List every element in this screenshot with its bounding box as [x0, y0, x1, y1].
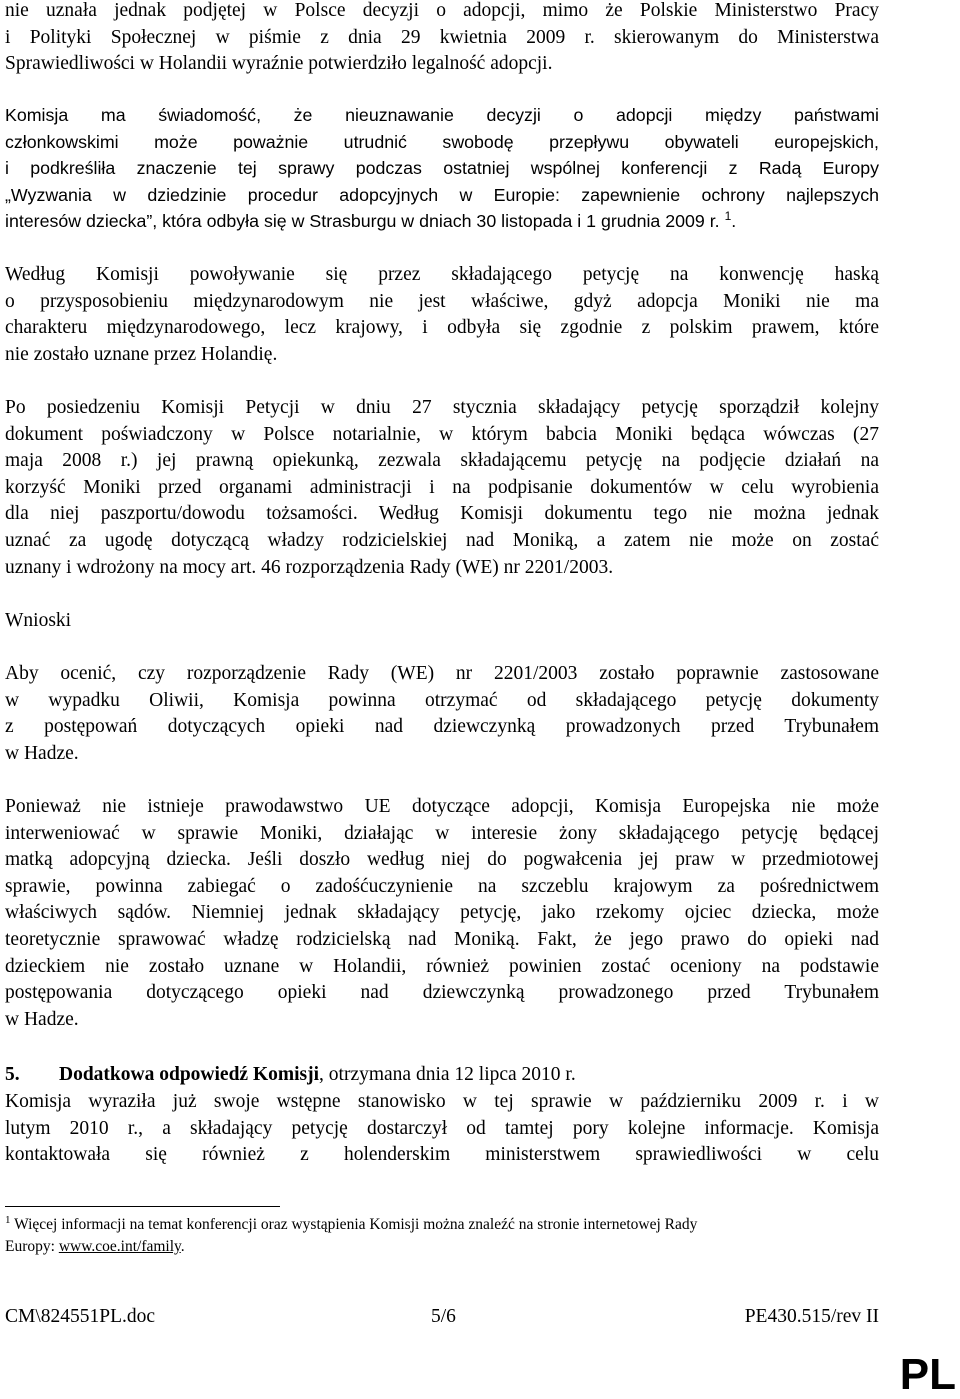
text-line: „Wyzwania w dziedzinie procedur adopcyjnych w Europie: zapewnienie ochrony najlepszych	[5, 184, 879, 205]
text-line: dla niej paszportu/dowodu tożsamości. Według Komisji dokumentu tego nie można jednak	[5, 503, 879, 525]
text-line: członkowskimi może poważnie utrudnić swobodę przepływu obywateli europejskich,	[5, 131, 879, 152]
paragraph-additional-reply	[5, 1089, 879, 1169]
text-line: o przysposobieniu międzynarodowym nie jest właściwe, gdyż adopcja Moniki nie ma	[5, 290, 879, 312]
footnote-text: Więcej informacji na temat konferencji oraz wystąpienia Komisji można znaleźć na stronie internetowej Rady	[10, 1216, 698, 1233]
text-line: teoretycznie sprawować władzę rodzicielską nad Moniką. Fakt, że jego prawo do opieki nad	[5, 928, 879, 950]
paragraph-regulation	[5, 661, 879, 767]
text-line: lutym 2010 r., a składający petycję dostarczył od tamtej pory kolejne informacje. Komisja	[5, 1117, 879, 1139]
text-line: nie zostało uznane przez Holandię.	[5, 343, 278, 365]
text-line: Po posiedzeniu Komisji Petycji w dniu 27 stycznia składający petycję sporządził kolejny	[5, 397, 879, 418]
footnote-text: Europy:	[5, 1238, 59, 1255]
text-line: Aby ocenić, czy rozporządzenie Rady (WE) nr 2201/2003 zostało poprawnie zastosowane	[5, 663, 879, 684]
footer-document-id: CM\824551PL.doc	[5, 1306, 156, 1327]
text-line: Komisja wyraziła już swoje wstępne stanowisko w tej sprawie w październiku 2009 r. i w	[5, 1091, 879, 1112]
text-line: charakteru międzynarodowego, lecz krajowy, i odbyła się zgodnie z polskim prawem, które	[5, 317, 879, 339]
footnote-separator	[5, 1206, 280, 1207]
paragraph-notarial-document	[5, 395, 879, 581]
text-line: korzyść Moniki przed organami administracji i na podpisanie dokumentów w celu wyrobienia	[5, 476, 879, 498]
footnote-reference[interactable]: 1	[724, 209, 732, 224]
footer-page-number: 5/6	[431, 1306, 456, 1327]
text-line: i podkreśliła znaczenie tej sprawy podczas ostatniej wspólnej konferencji z Radą Europy	[5, 158, 879, 179]
text-line	[5, 208, 879, 235]
paragraph-eu-legislation	[5, 794, 879, 1033]
text-line: i Polityki Społecznej w piśmie z dnia 29 kwietnia 2009 r. skierowanym do Ministerstwa	[5, 26, 879, 48]
paragraph-convention	[5, 262, 879, 368]
footnote	[5, 1214, 879, 1258]
footnote-link[interactable]: www.coe.int/family	[58, 1238, 181, 1255]
text-line: w Hadze.	[5, 1008, 79, 1030]
footer-reference: PE430.515/rev II	[744, 1306, 879, 1327]
text-line: Komisja ma świadomość, że nieuznawanie decyzji o adopcji między państwami	[5, 105, 879, 125]
text-line: interweniować w sprawie Moniki, działając w interesie żony składającego petycję będącej	[5, 822, 879, 844]
text-line: w Hadze.	[5, 742, 79, 764]
text-segment: .	[731, 211, 737, 232]
text-line: z postępowań dotyczących opieki nad dziewczynką prowadzonych przed Trybunałem	[5, 716, 879, 738]
text-segment: interesów dziecka”, która odbyła się w Strasburgu w dniach 30 listopada i 1 grudnia 2009 r.	[5, 211, 720, 232]
intro-paragraph	[5, 0, 879, 78]
footnote-text: .	[180, 1238, 185, 1255]
section-heading-conclusions: Wnioski	[5, 610, 72, 631]
text-line: Według Komisji powoływanie się przez składającego petycję na konwencję haską	[5, 264, 879, 285]
section-number: 5.	[5, 1064, 20, 1085]
text-line: Sprawiedliwości w Holandii wyraźnie potwierdziło legalność adopcji.	[5, 53, 553, 75]
text-line: Ponieważ nie istnieje prawodawstwo UE dotyczące adopcji, Komisja Europejska nie może	[5, 796, 879, 817]
text-line: właściwych sądów. Niemniej jednak składający petycję, jako rzekomy ojciec dziecka, może	[5, 902, 879, 924]
page-footer	[5, 1305, 879, 1329]
text-line: maja 2008 r.) jej prawną opiekunką, zezwala składającemu petycję na podjęcie działań na	[5, 450, 879, 472]
footnote-mark: 1	[5, 1214, 11, 1226]
text-line: nie uznała jednak podjętej w Polsce decyzji o adopcji, mimo że Polskie Ministerstwo Pracy	[5, 0, 879, 21]
paragraph-conference	[5, 102, 879, 235]
text-line: dokument poświadczony w Polsce notarialnie, w którym babcia Moniki będąca wówczas (27	[5, 423, 879, 445]
text-line: kontaktowała się również z holenderskim ministerstwem sprawiedliwości w celu	[5, 1144, 879, 1166]
text-line: matką adopcyjną dziecka. Jeśli doszło według niej do pogwałcenia jej praw w przedmiotowej	[5, 849, 879, 871]
section-subtitle: , otrzymana dnia 12 lipca 2010 r.	[319, 1064, 576, 1085]
text-line: uznać za ugodę dotyczącą władzy rodzicielskiej nad Moniką, a zatem nie może on zostać	[5, 529, 879, 551]
text-line: uznany i wdrożony na mocy art. 46 rozporządzenia Rady (WE) nr 2201/2003.	[5, 556, 614, 578]
section-title: Dodatkowa odpowiedź Komisji	[59, 1064, 320, 1085]
language-badge: PL	[899, 1350, 956, 1399]
footnote-line	[5, 1236, 879, 1258]
section-5-heading	[5, 1062, 576, 1089]
text-line: sprawie, powinna zabiegać o zadośćuczynienie na szczeblu krajowym za pośrednictwem	[5, 875, 879, 897]
text-line: w wypadku Oliwii, Komisja powinna otrzymać od składającego petycję dokumenty	[5, 689, 879, 711]
text-line: dzieckiem nie zostało uznane w Holandii, również powinien zostać oceniony na podstawie	[5, 955, 879, 977]
footnote-line	[5, 1214, 879, 1236]
text-line: postępowania dotyczącego opieki nad dziewczynką prowadzonego przed Trybunałem	[5, 982, 879, 1004]
